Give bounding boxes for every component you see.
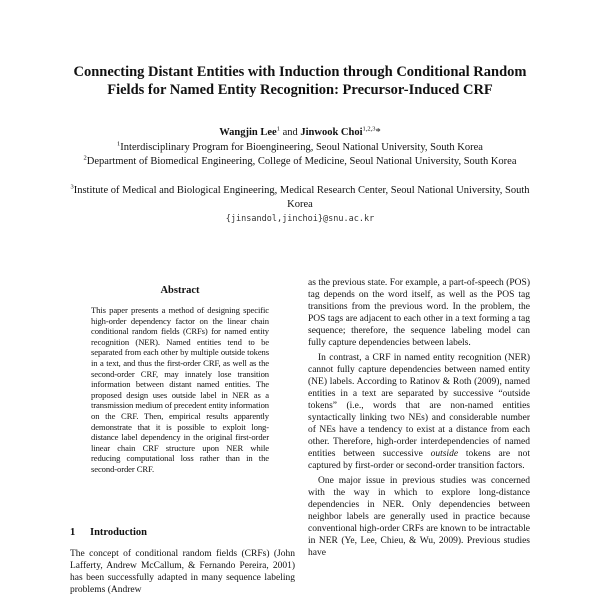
right-column [308,277,530,559]
section-1-heading [70,527,147,538]
author-email: {jinsandol,jinchoi}@snu.ac.kr [225,214,375,224]
right-paragraph-2 [308,352,530,472]
right-paragraph-3: One major issue in previous studies was concerned with the way in which to explore long-distance dependencies in NER. Only dependencies between neighbor labels are generally used in practice because conventional high-order CRFs are known to be intractable in NER (Ye, Lee, Chieu, & Wu, 2009). Previous studies have [308,476,530,558]
abstract-heading: Abstract [160,285,200,296]
right-paragraph-2-end: tokens are not captured by first-order or second-order transition factors. [308,449,530,471]
affiliation-1 [70,141,530,155]
affiliation-3 [70,184,530,212]
author-2-name: Jinwook Choi [300,127,363,138]
corresponding-author-mark: * [375,127,381,138]
author-line [60,126,540,140]
affiliation-2 [70,155,530,169]
affiliation-2-sup: 2 [83,154,87,162]
affiliation-1-text: Interdisciplinary Program for Bioengineering, Seoul National University, South Korea [120,142,483,153]
author-conjunction: and [279,127,301,138]
abstract-body: This paper presents a method of designing specific high-order dependency factor on the linear chain conditional random fields (CRFs) for named entity recognition (NER). Named entities tend to be separated from each other by multiple outside tokens in a text, and thus the first-order CRF, as well as the second-order CRF, may innately lose transition information between distant named entities. The proposed design uses outside label in NER as a transmission medium of precedent entity information on the CRF. Then, empirical results apparently demonstrate that it is possible to exploit long-distance label dependency in the original first-order linear chain CRF structure upon NER while reducing computational loss rather than in the second-order CRF. [91,305,269,474]
paper-title: Connecting Distant Entities with Induction through Conditional Random Fields for Named Entity Recognition: Precursor-Induced CRF [73,64,527,98]
author-2-affil-sup: 1,2,3 [362,125,376,133]
author-1-name: Wangjin Lee [219,127,277,138]
introduction-paragraph: The concept of conditional random fields (CRFs) (John Lafferty, Andrew McCallum, & Fernando Pereira, 2001) has been successfully adapted in many sequence labeling problems (Andrew [70,549,295,595]
affiliation-3-sup: 3 [70,183,74,191]
right-paragraph-2-start: In contrast, a CRF in named entity recognition (NER) cannot fully capture dependencies between named entity (NE) labels. According to Ratinov & Roth (2009), named entities in a text are separated by successive “outside tokens” (i.e., words that are non-named entities syntactically linking two NEs) and considerable number of NEs have a tendency to exist at a distance from each other. Therefore, high-order interdependencies of named entities between successive [308,353,530,459]
affiliation-2-text: Department of Biomedical Engineering, College of Medicine, Seoul National University, South Korea [86,156,517,167]
right-paragraph-2-italic: outside [430,449,459,459]
affiliation-1-sup: 1 [117,140,121,148]
section-1-number: 1 [70,527,76,538]
right-paragraph-1: as the previous state. For example, a part-of-speech (POS) tag depends on the word itself, as well as the POS tag transitions from the previous word. In the problem, the POS tags are adjacent to each other in a text forming a tag sequence; therefore, the sequence labeling model can fully capture dependencies between labels. [308,278,530,348]
section-1-title: Introduction [90,527,147,538]
affiliation-3-text: Institute of Medical and Biological Engineering, Medical Research Center, Seoul National University, South Korea [73,185,530,210]
author-1-affil-sup: 1 [276,125,280,133]
